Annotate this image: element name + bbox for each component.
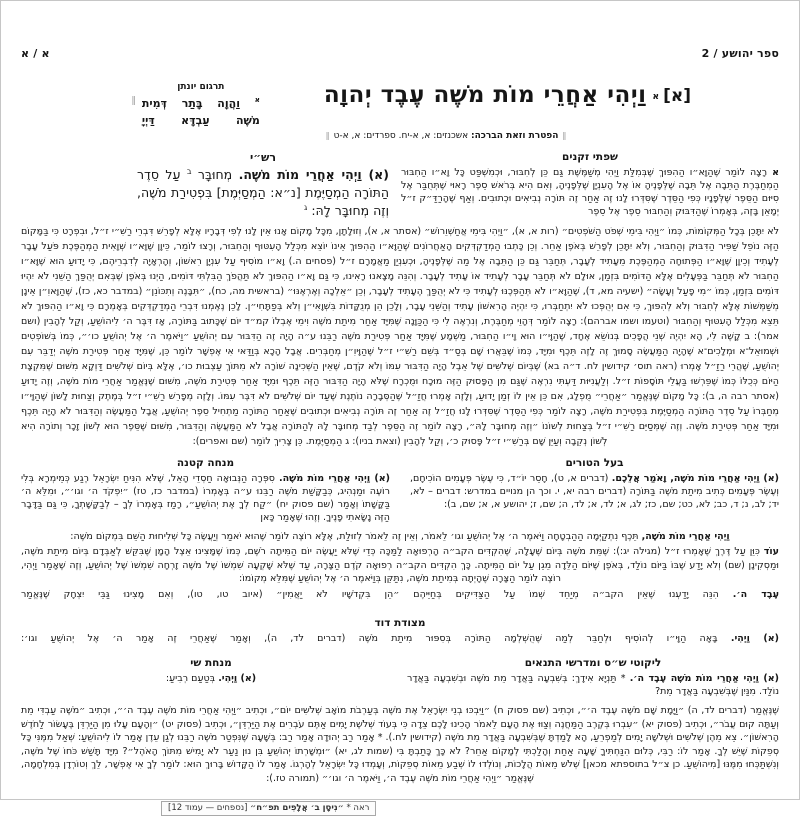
likutei-shas-continuation — [21, 704, 779, 785]
rashi-body: עַל סֵדֶר הַתּוֹרָה הַמְסַיֶּמֶת [נ״א: הַמְסַיְּמֶת] בִּפְטִירַת מֹשֶׁה, וְזֶה מְחוּבָּר לָהּ: — [137, 167, 389, 218]
baal-haturim-body: (דברים א, ט), חָסֵר יוֹ״ד, כִּי עֶשֶׂר פְּעָמִים הוֹכִיחָם, וְעֶשֶׂר פְּעָמִים כְּתִיב מִיתַת מֹשֶׁה בַּתּוֹרָה (דברים רבה יא, י. וכך הן מנויים במדרש: דברים – לא, יד; לב, נ; ד, כב; לא, כט; שם, כז; לג, א; לד, א; לד, ה; שם, ז; יהושע א, א; שם, ב): — [410, 472, 779, 510]
verse-number: א — [652, 92, 660, 102]
rashi-body: מְחוּבָּר — [197, 167, 233, 183]
targum-title: תרגום יונתן — [177, 82, 225, 92]
targum-text-1: וַהֲוָה בָּתַר דְּמִית — [141, 97, 240, 110]
divider-mark: ‖ — [562, 131, 567, 141]
rashi-lead: (א) וַיְהִי אַחֲרֵי מוֹת מֹשֶׁה. — [238, 167, 389, 183]
continuation-paragraph — [21, 545, 779, 586]
baal-haturim-title: בעל הטורים — [565, 456, 624, 469]
baal-haturim-text — [410, 472, 779, 511]
mincha-ketana-lead: (א) וַיְהִי אַחֲרֵי מוֹת מֹשֶׁה. — [278, 472, 390, 484]
baal-haturim-lead: (א) וַיְהִי אַחֲרֵי מוֹת מֹשֶׁה, וָאֹמַר אֲלֵכֶם. — [611, 472, 779, 484]
page-header-chapter-verse: א / א — [21, 47, 50, 60]
targum-line — [142, 95, 260, 112]
minchat-shai-title: מנחת שי — [190, 657, 232, 670]
paragraph-lead: עוֹד — [763, 546, 779, 558]
rashi-note-letter: ב — [186, 167, 192, 177]
rashi-text — [137, 166, 389, 220]
minchat-shai-column — [61, 657, 361, 698]
talmud-passage: שֶׁנֶּאֱמַר (דברים לד, ה) ״וַיָּמָת שָׁם מֹשֶׁה עֶבֶד ה׳״, וּכְתִיב (שם פסוק ח) ״וַיִּבְכּוּ בְנֵי יִשְׂרָאֵל אֶת מֹשֶׁה בְּעַרְבֹת מוֹאָב שְׁלֹשִׁים יוֹם״, וּכְתִיב ״וַיְהִי אַחֲרֵי מוֹת מֹשֶׁה עֶבֶד ה׳״, וּכְתִיב ״מֹשֶׁה עַבְדִּי מֵת וְעַתָּה קוּם עֲבֹר״, וּכְתִיב (פסוק יא) ״עִבְרוּ בְּקֶרֶב הַמַּחֲנֶה וְצַוּוּ אֶת הָעָם לֵאמֹר הָכִינוּ לָכֶם צֵדָה כִּי בְּעוֹד שְׁלֹשֶׁת יָמִים אַתֶּם עֹבְרִים אֶת הַיַּרְדֵּן״, וּכְתִיב (פסוק יט) ״וְהָעָם עָלוּ מִן הַיַּרְדֵּן בֶּעָשׂוֹר לַחֹדֶשׁ הָרִאשׁוֹן״. צֵא מֵהֶן שְׁלֹשִׁים וּשְׁלֹשָׁה יָמִים לְמַפְרֵעַ, הָא לָמַדְתָּ שֶׁבְּשִׁבְעָה בַּאֲדָר מֵת מֹשֶׁה (קידושין לח.). * אָמַר רַב יְהוּדָה אָמַר רַב: בְּשָׁעָה שֶׁנִּפְטַר מֹשֶׁה רַבֵּנוּ לְגַן עֵדֶן אָמַר לוֹ לִיהוֹשֻׁעַ: שְׁאַל מִמֶּנִּי כָּל סְפֵקוֹת שֶׁיֵּשׁ לְךָ. אָמַר לוֹ: רַבִּי, כְּלוּם הִנַּחְתִּיךָ שָׁעָה אַחַת וְהָלַכְתִּי לְמָקוֹם אַחֵר? לֹא כָּךְ כָּתַבְתָּ בִּי (שמות לג, יא) ״וּמְשָׁרְתוֹ יְהוֹשֻׁעַ בִּן נוּן נַעַר לֹא יָמִישׁ מִתּוֹךְ הָאֹהֶל״? מִיָּד תָּשַׁשׁ כֹּחוֹ שֶׁל מֹשֶׁה, וְנִשְׁתַּכְּחוּ מִמֶּנּוּ [מִיהוֹשֻׁעַ. כן צ״ל בתוספתא מכאן] שְׁלֹשׁ מֵאוֹת הֲלָכוֹת, וְנוֹלְדוּ לוֹ שְׁבַע מֵאוֹת סְפֵקוֹת, וְעָמְדוּ כָּל יִשְׂרָאֵל לְהָרְגוֹ. אָמַר לוֹ הַקָּדוֹשׁ בָּרוּךְ הוּא: לוֹמַר לְךָ אִי אֶפְשָׁר, לֵךְ וְטוֹרְדָן בְּמִלְחָמָה, שֶׁנֶּאֱמַר ״וַיְהִי אַחֲרֵי מוֹת מֹשֶׁה עֶבֶד ה׳, וַיֹּאמֶר ה׳ וגו׳״ (תמורה טז.): — [21, 705, 779, 784]
section-divider-mark: ‖ — [131, 96, 136, 106]
mincha-ketana-text — [21, 472, 390, 524]
targum-line — [142, 112, 260, 129]
chapter-marker: [א] — [663, 86, 691, 106]
metzudat-david-section — [21, 617, 779, 645]
rashi-column — [137, 151, 389, 220]
mincha-ketana-column — [21, 457, 390, 524]
haftara-text: אשכנזים: א, א-יח. ספרדים: א, א-ט — [333, 131, 469, 142]
continuation-paragraph — [21, 588, 779, 602]
continuation-paragraph — [21, 530, 779, 544]
page-header-book: ספר יהושע / 2 — [701, 47, 779, 60]
footnote-box — [161, 801, 376, 816]
mincha-ketana-body: סִפְּרָה הַנְּבוּאָה חַסְדֵי הָאֵל, שֶׁלֹּא הִנִּיחַ יִשְׂרָאֵל רֶגַע כְּמֵימְרָא בְּלִי רוֹעֶה וּמַנְהִיג, כְּבַקָּשַׁת מֹשֶׁה רַבֵּנוּ ע״ה בְּאָמְרוֹ (במדבר כז, טז) ״יִפְקֹד ה׳ וגו׳״, וּמִלֵּא ה׳ בַּקָּשָׁתוֹ וְאָמַר (שם פסוק יח) ״קַח לְךָ אֶת יְהוֹשֻׁעַ״, רָמַז בְּאָמְרוֹ לְךָ – לְבַקָּשָׁתְךָ, כִּי גַּם בַּדָּבָר הַזֶּה נָשָׂאתִי פָנֶיךָ. וְזֶהוּ שֶׁאָמַר כָּאן — [21, 472, 390, 523]
likutei-shas-body: * תַּנְיָא אִידָךְ: בְּשִׁבְעָה בַּאֲדָר מֵת מֹשֶׁה וּבְשִׁבְעָה בַּאֲדָר נוֹלַד. מִנַּיִן שֶׁבְּשִׁבְעָה בַּאֲדָר מֵת? — [407, 673, 779, 698]
paragraph-lead: עֶבֶד ה׳. — [732, 588, 779, 600]
verse-row — [21, 82, 691, 129]
baal-haturim-column — [410, 457, 779, 524]
note-letter: א — [772, 167, 779, 179]
verse-text: וַיְהִי אַחֲרֵי מוֹת מֹשֶׁה עֶבֶד יְהוָה — [323, 82, 647, 108]
likutei-shas-text — [407, 672, 779, 698]
verse-main — [324, 82, 691, 110]
metzudat-david-body: בָּאָה הַוָּי״ו לְהוֹסִיף וּלְחַבֵּר לְמַה שֶּׁהֻשְׁלְמָה הַתּוֹרָה בְּסִפּוּר מִיתַת מֹשֶׁה (דברים לד, ה), וְאָמַר שֶׁאַחֲרֵי זֶה אָמַר ה׳ אֶל יְהוֹשֻׁעַ וגו׳: — [21, 633, 718, 645]
metzudat-david-lead: (א) וַיְהִי. — [730, 633, 779, 645]
siftei-zekenim-continuation: לֹא יִתָּכֵן בְּכָל הַמְּקוֹמוֹת, כְּמוֹ ״וַיְהִי בִּימֵי שְׁפֹט הַשֹּׁפְטִים״ (רות א, א), ״וַיְהִי בִּימֵי אֲחַשְׁוֵרוֹשׁ״ (אסתר א, א), וְזוּלָתָן, מִכָּל מָקוֹם אָנוּ אֵין לָנוּ לְפִי דְּבָרָיו אֶלָּא לְפָרֵשׁ דִּבְרֵי רַשִׁ״י ז״ל, וּבִפְרָט כִּי בַּמָּקוֹם הַזֶּה נוֹפֵל שַׁפִּיר הַדִּבּוּק וְהַחִבּוּר, וְלֹא יִתָּכֵן לְפָרֵשׁ בְּאֹפֶן אַחֵר. וְכֵן כָּתְבוּ הַמְדַקְדְּקִים הָאַחֲרוֹנִים שֶׁהַוָּא״ו הַהִפּוּךְ אֵינוֹ יוֹצֵא מִכְּלַל הָעִטּוּף וְהַחִבּוּר, וְרָצוּ לוֹמַר, כֵּיוָן שֶׁוָּא״ו שְׁוָאִית הַמְהַפֶּכֶת פֹּעַל עָבָר לְעָתִיד וְכֵיוָן שֶׁוָּא״ו הַפְּתוּחָה הַמְהַפֶּכֶת מֵעָתִיד לְעָבָר, תְּחַבֵּר גַּם כֵּן הַתֵּבָה אֶל מַה שֶּׁלְּפָנֶיהָ, וּכְעִנְיַן מַאֲמָרָם ז״ל (פסחים ה.) וָא״ו מוֹסִיף עַל עִנְיָן רִאשׁוֹן, וְהָרְאָיָה לְדִבְרֵיהֶם, כִּי יָדוּעַ הוּא שֶׁוָּא״ו הַחִבּוּר לֹא תְּחַבֵּר בַּפְּעָלִים אֶלָּא הַדּוֹמִים בִּזְמַן, אוּלָם לֹא תְּחַבֵּר עָבָר לְעָתִיד אוֹ עָתִיד לְעָבָר. וְהִנֵּה מָצָאנוּ רָאִינוּ, כִּי גַּם וָא״ו הַהִפּוּךְ לֹא תַּהֲפֹךְ הַבִּלְתִּי דּוֹמִים, הַיְנוּ בְּאֹפֶן שֶׁבְּאִם יְהֻפַּךְ הַשֵּׁנִי לֹא יִהְיוּ דּוֹמִים בִּזְמַן, כְּמוֹ ״מִי פָעַל וְעָשָׂה״ (ישעיה מא, ד), שֶׁהַוָּא״ו לֹא תְּהַפְּכֶנּוּ לְעָתִיד כִּי לֹא יְהֻפַּךְ הֶעָתִיד לְעָבָר, וְכֵן ״אֵלְכָה וְאֶרְאֶנּוּ״ (בראשית מה, כח), ״תִּבָּנֶה וְתִכּוֹנֵן״ (במדבר כא, כז), שֶׁהַוָּאוִ״ן אֵינָן מְשַׁמְּשׁוֹת אֶלָּא לְחִבּוּר וְלֹא לְהִפּוּךְ, כִּי אִם יְהֻפְּכוּ לֹא יִתְחַבְּרוּ, כִּי יִהְיֶה הָרִאשׁוֹן עָתִיד וְהַשֵּׁנִי עָבָר, וְלָכֵן הֵן מְנֻקָּדוֹת בִּשְׁוָאִי״ן וְלֹא בְּפַתָּחִי״ן. לָכֵן נֶאֶמְנוּ דִּבְרֵי הַמְדַקְדְּקִים בְּאָמְרָם כִּי וָא״ו הַהִפּוּךְ לֹא תֵּצֵא מִכְּלַל הָעִטּוּף וְהַחִבּוּר (וטעמו ושמו אברהם): רָצָה לוֹמַר דְּהָוֵי מְחַבֶּרֶת, וְנִרְאֶה לִי כִּי הַכַּוָּנָה שֶׁמִּיָּד אַחַר מִיתַת מֹשֶׁה וִימֵי אֶבְלוֹ קמ״ד יוֹם שֶׁכָּתוּב בַּתּוֹרָה, אָז דִּבֶּר ה׳ לִיהוֹשֻׁעַ, וְקַל לְהָבִין (ושם אמר): ב קָשֶׁה לִי, הָא יִהְיֶה שְׁנֵי הֲפָכִים בְּנוֹשֵׂא אֶחָד, שֶׁהַוָּי״ו הוּא וָי״ו הַחִבּוּר, מַשְׁמָע שֶׁמִּיָּד אַחַר פְּטִירַת מֹשֶׁה רַבֵּנוּ ע״ה הָיָה זֶה הַדִּבּוּר עִם יְהוֹשֻׁעַ ״וַיֹּאמֶר ה׳ אֶל יְהוֹשֻׁעַ כו׳״, כְּמוֹ בְּשׁוֹפְטִים וּשְׁמוּאֵל־א וּמְלָכִים־א שֶׁהָיָה הַמַּעֲשֶׂה סָמוּךְ זֶה לָזֶה תֵּכֶף וּמִיָּד, כְּמוֹ שֶׁבֵּאֲרוּ שָׁם בְּסַ״ד בְּשֵׁם רַשִׁ״י ז״ל שֶׁהַוָּיוִ״ן מְחַבְּרִים. אֲבָל הָכָא בְּוַדַּאי אִי אֶפְשָׁר לוֹמַר כֵּן, שֶׁמִּיָּד אַחַר פְּטִירַת מֹשֶׁה יְדַבֵּר עִם יְהוֹשֻׁעַ, שֶׁהֲרֵי רַזַ״ל אָמְרוּ (ראה תוס׳ קידושין לח. ד״ה בא) שֶׁבְּיוֹם שְׁלֹשִׁים שֶׁל אֵבֶל הָיָה הַדִּבּוּר עִמּוֹ וְלֹא קֹדֶם, שֶׁאֵין הַשְּׁכִינָה שׁוֹרָה לֹא מִתּוֹךְ עַצְבוּת כו׳, אֶלָּא בְּיוֹם שְׁלֹשִׁים דַּוְקָא מִשּׁוּם שֶׁמִּקְצָת הַיּוֹם כְּכֻלּוֹ כְּמוֹ שֶׁפֵּרְשׁוּ בַּעֲלֵי תּוֹסָפוֹת ז״ל. וְלַעֲנִיּוּת דַּעְתִּי נִרְאֶה שֶׁגַּם מִן הַפָּסוּק הַזֶּה מוּכָח וּמֻכְרָח שֶׁלֹּא הָיָה הַדִּבּוּר הַזֶּה תֵּכֶף וּמִיָּד אַחַר פְּטִירַת מֹשֶׁה, מִשּׁוּם שֶׁנֶּאֱמַר אַחֲרֵי מוֹת מֹשֶׁה, וְזֶה יָדוּעַ (אסתר רבה ה, ב): כָּל מָקוֹם שֶׁנֶּאֱמַר ״אַחֲרֵי״ מֻפְלָג, אִם כֵּן אֵין לוֹ זְמַן יָדוּעַ, וְלָזֶה אָמְרוּ חֲזַ״ל שֶׁהַסְּבָרָה נוֹתֶנֶת שֶׁעַד יוֹם שְׁלֹשִׁים לֹא דִּבֶּר עִמּוֹ. וְלָזֶה מְפָרֵשׁ רַשִׁ״י ז״ל בְּמֶתֶק וְצַחוּת לָשׁוֹן שֶׁהַוָּי״ו מְחַבְּרוֹ עַל סֵדֶר הַתּוֹרָה הַמְסַיֶּמֶת בִּפְטִירַת מֹשֶׁה, רָצָה לוֹמַר כְּפִי הַסֵּדֶר שֶׁסִּדְּרוּ לָנוּ חֲזַ״ל זֶה אַחַר זֶה תּוֹרָה נְבִיאִים וּכְתוּבִים שֶׁאַחַר הַתּוֹרָה מַתְחִיל סֵפֶר יְהוֹשֻׁעַ, אֲבָל הַמַּעֲשֶׂה וְהַדִּבּוּר לֹא הָיָה תֵּכֶף וּמִיָּד אַחַר פְּטִירַת מֹשֶׁה. וְזֶה שֶׁמְּסַיֵּם רַשִׁ״י ז״ל בְּצַחוּת לְשׁוֹנוֹ ״וְזֶה מְחוּבָּר לָהּ״, רָצָה לוֹמַר זֶה הַסֵּפֶר לְבַד מְחוּבָּר לָהּ לְהַתּוֹרָה אֲבָל לֹא הַמַּעֲשֶׂה וְהַדִּבּוּר, מִשּׁוּם שֶׁסֵּפֶר הוּא לְשׁוֹן זָכָר וְתוֹרָה הִיא לְשׁוֹן נְקֵבָה וְעַיֵּן שָׁם בְּרַשִׁ״י ז״ל פָּסוּק כ׳, וְקַל לְהָבִין (וצאת בניו): ג הַמְסַיֶּמֶת. כֵּן צָרִיךְ לוֹמַר (שם ואפרים): — [21, 225, 779, 447]
rashi-note-letter: ג — [304, 202, 308, 212]
mincha-ketana-continuation — [21, 530, 779, 602]
targum-block — [142, 82, 260, 129]
commentary-band-bottom — [21, 657, 779, 698]
footnote-pre: ראה * — [346, 803, 370, 814]
rashi-title: רש״י — [249, 151, 276, 165]
paragraph-body: כִּוֵּן עַל דֶּרֶךְ שֶׁאָמְרוּ ז״ל (מגילה יג:): שֶׁמֵּת מֹשֶׁה בְּיוֹם שֶׁעָלָה, שֶׁהִקְדִּים הקב״ה הָרְפוּאָה לַמַּכָּה כְּדֵי שֶׁלֹּא יַעֲשֶׂה יוֹם הַמִּיתָה רֹשֶׁם, כְּמוֹ שֶׁמָּצִינוּ אֵצֶל הָמָן שֶׁבִּקֵּשׁ לְאַבְּדָם בְּיוֹם מִיתַת מֹשֶׁה, וּמַסְקִינָן (שם) וְלֹא יָדַע שֶׁבּוֹ בַּיּוֹם נוֹלַד, בְּאֹפֶן שֶׁיּוֹם הַלֵּדָה מֵגֵן עַל יוֹם הַמִּיתָה. כָּךְ הִקְדִּים הקב״ה רְפוּאָה קֹדֶם הַצָּרָה, עַד שֶׁלֹּא שָׁקְעָה שִׁמְשׁוֹ שֶׁל מֹשֶׁה זָרְחָה שִׁמְשׁוֹ שֶׁל יְהוֹשֻׁעַ, וְזֶה שֶׁאָמַר וַיְהִי, רוֹצֶה לוֹמַר הַצָּרָה שֶׁהָיְתָה בְּמִיתַת מֹשֶׁה, נִתַּקֵּן בְּוַיֹּאמֶר ה׳ אֶל יְהוֹשֻׁעַ שֶׁמִּלֵּא מְקוֹמוֹ: — [21, 546, 779, 585]
siftei-zekenim-title: שפתי זקנים — [562, 151, 618, 164]
minchat-shai-body: בְּטַעַם רְבִיעַ: — [165, 673, 216, 685]
mincha-ketana-title: מנחה קטנה — [176, 456, 235, 469]
haftara-note — [231, 131, 661, 141]
running-head — [21, 47, 779, 60]
haftara-lead: הפטרת וזאת הברכה: — [471, 131, 559, 142]
targum-verse-marker: א — [254, 96, 260, 104]
targum-text-2: מֹשֶׁה עַבְדָּא דַּיְיָ — [141, 114, 260, 128]
paragraph-body: הִנֵּה יָדַעְנוּ שֶׁאֵין הקב״ה מְיַחֵד שְׁמוֹ עַל הַצַּדִּיקִים בְּחַיֵּיהֶם ״הֵן בִּקְדֹשָׁיו לֹא יַאֲמִין״ (איוב טו, טו), וְאִם מָצִינוּ גַּבֵּי יִצְחָק שֶׁנֶּאֱמַר — [21, 588, 719, 600]
siftei-zekenim-column — [401, 151, 779, 220]
metzudat-david-text — [21, 632, 779, 645]
siftei-zekenim-body: רָצָה לוֹמַר שֶׁהַוָּא״ו הַהִפּוּךְ שֶׁבְּמִלַּת וַיְהִי מְשַׁמֶּשֶׁת גַּם כֵּן לְחִבּוּר, וּכְמִשְׁפַּט כָּל וָא״ו הַחִבּוּר הַמְחַבֶּרֶת הַתֵּבָה אֶל תֵּבָה שֶׁלְּפָנֶיהָ אוֹ אֶל הָעִנְיָן שֶׁלְּפָנֶיהָ, וְאִם הִיא בְּרֹאשׁ סֵפֶר רָאוּי שֶׁתְּחֻבַּר אֶל סִיּוּם הַסֵּפֶר שֶׁלְּפָנָיו כְּפִי הַסֵּדֶר שֶׁסִּדְּרוּ לָנוּ זֶה אַחַר זֶה תּוֹרָה נְבִיאִים וּכְתוּבִים. וְאַף שֶׁהָרַדַּ״ק ז״ל יְמָאֵן בָּזֶה, בְּאָמְרוֹ שֶׁהַדִּבּוּק וְהַחִבּוּר סֵפֶר אֶל סֵפֶר — [401, 167, 779, 218]
divider-mark: ‖ — [325, 131, 330, 141]
commentary-band-top — [21, 151, 779, 220]
metzudat-david-title: מצודת דוד — [374, 617, 426, 630]
likutei-shas-lead: (א) וַיְהִי אַחֲרֵי מוֹת מֹשֶׁה עֶבֶד ה׳. — [629, 673, 779, 685]
likutei-shas-title: ליקוטי ש״ס ומדרשי התנאים — [524, 657, 662, 670]
likutei-shas-column — [407, 657, 779, 698]
commentary-band-middle — [21, 457, 779, 524]
minchat-shai-lead: (א) וַיְהִי. — [218, 673, 257, 685]
footnote-area — [21, 795, 779, 816]
siftei-zekenim-column-text — [401, 166, 779, 218]
minchat-shai-text — [61, 672, 361, 685]
footnote-location: [נספחים — עמוד 12] — [168, 803, 248, 814]
paragraph-lead: וַיְהִי אַחֲרֵי מוֹת מֹשֶׁה, — [641, 530, 730, 542]
footnote-reference: ״נִיסָן ב׳ אֲלָפִים תפ״ח״ — [250, 803, 344, 814]
paragraph-body: תֵּכֶף נִתְקַיְּמָה הַהַבְטָחָה וַיֹּאמֶר ה׳ אֶל יְהוֹשֻׁעַ וגו׳ לֵאמֹר, וְאֵין זֶה לֵאמֹר לְזוּלַת, אֶלָּא רוֹצֶה לוֹמַר שֶׁהוּא יֹאמַר וְיַעֲשֶׂה כָּל שְׁלִיחוּת הַשֵּׁם בִּמְקוֹם מֹשֶׁה: — [70, 530, 639, 542]
